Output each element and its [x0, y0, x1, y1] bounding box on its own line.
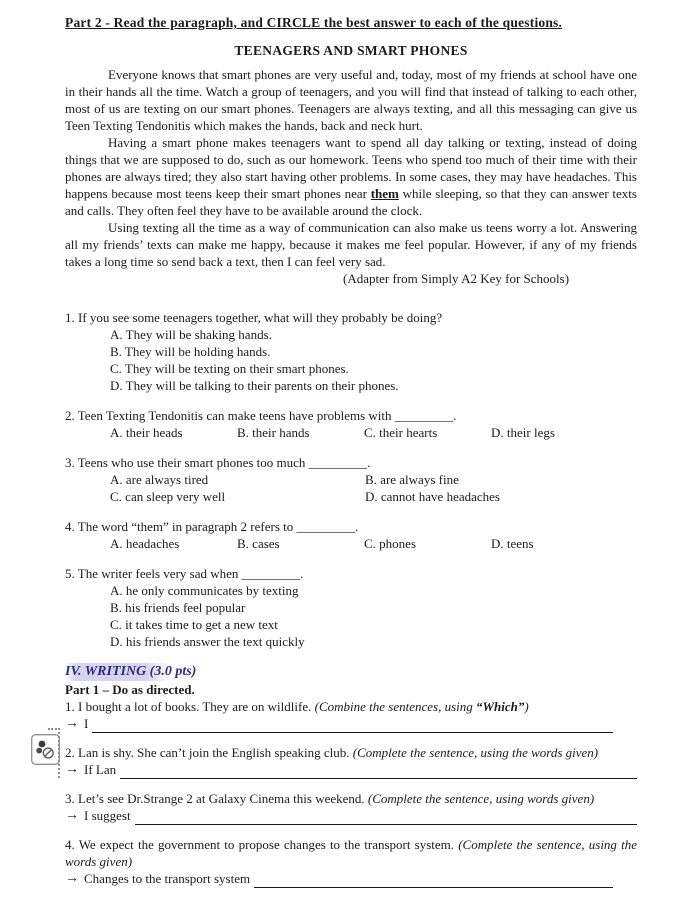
writing-item-4-instruction: (Complete the sentence, using the words given): [65, 837, 637, 869]
question-1-option-c: C. They will be texting on their smart phones.: [110, 361, 349, 376]
question-2-option-a: A. their heads: [110, 425, 183, 440]
answer-prefix: I: [84, 716, 89, 731]
question-3-option-a: A. are always tired: [110, 472, 209, 487]
source-attribution: (Adapter from Simply A2 Key for Schools): [343, 271, 570, 286]
writing-item-2-text: [65, 744, 637, 761]
answer-blank: [135, 809, 637, 825]
question-1-option-d: D. They will be talking to their parents on their phones.: [110, 378, 399, 393]
writing-item-1-instruction: [315, 699, 529, 714]
writing-item-1: [65, 698, 637, 733]
question-5-option-d: D. his friends answer the text quickly: [110, 634, 305, 649]
question-5-option-a: A. he only communicates by texting: [110, 583, 299, 598]
writing-item-2-sentence: 2. Lan is shy. She can’t join the English speaking club.: [65, 745, 353, 760]
question-3-stem: 3. Teens who use their smart phones too much _________.: [65, 455, 371, 470]
arrow-icon: →: [65, 808, 79, 823]
question-3-option-c: C. can sleep very well: [110, 489, 226, 504]
object-selection-dotted-mark-top: [48, 728, 60, 730]
answer-prefix: If Lan: [84, 762, 117, 777]
writing-item-4-sentence: 4. We expect the government to propose changes to the transport system.: [65, 837, 459, 852]
arrow-icon: →: [65, 762, 79, 777]
question-2-options: [110, 424, 637, 441]
question-4-option-d: D. teens: [491, 536, 534, 551]
writing-section: [65, 663, 637, 888]
writing-part1-heading: Part 1 – Do as directed.: [65, 682, 195, 697]
question-1-options: [110, 326, 637, 394]
question-3: [65, 454, 637, 505]
answer-blank: [254, 872, 613, 888]
writing-item-1-text: [65, 698, 637, 715]
question-1-option-a: A. They will be shaking hands.: [110, 327, 272, 342]
question-3-options: [110, 471, 637, 505]
writing-item-2-instruction: (Complete the sentence, using the words given): [352, 745, 599, 760]
instruction-keyword: “Which”: [476, 699, 525, 714]
writing-item-4: [65, 836, 637, 888]
writing-item-3: [65, 790, 637, 825]
object-selection-dotted-mark: [58, 732, 60, 778]
writing-item-3-answer-line: [65, 807, 637, 825]
question-5-option-c: C. it takes time to get a new text: [110, 617, 278, 632]
them-emphasized-word: them: [370, 186, 399, 201]
question-4-option-a: A. headaches: [110, 536, 180, 551]
question-1: [65, 309, 637, 394]
question-2-option-c: C. their hearts: [364, 425, 438, 440]
passage-paragraph-1: [65, 66, 637, 134]
question-4-stem: 4. The word “them” in paragraph 2 refers to _________.: [65, 519, 359, 534]
paragraph-2-text-before: Having a smart phone makes teenagers want to spend all day talking or texting, instead of doing things that we are supposed to do, such as our homework. Teens who spend too much of their time with their phones are always tired; they also start having other problems. In some cases, they may have headaches. This happens because most teens keep their smart phones near: [65, 135, 637, 201]
writing-section-heading: IV. WRITING (3.0 pts): [65, 664, 197, 679]
question-5: [65, 565, 637, 650]
question-2: [65, 407, 637, 441]
question-2-option-d: D. their legs: [491, 425, 555, 440]
question-1-option-b: B. They will be holding hands.: [110, 344, 271, 359]
question-2-stem: 2. Teen Texting Tendonitis can make teens have problems with _________.: [65, 408, 457, 423]
answer-blank: [120, 763, 637, 779]
arrow-icon: →: [65, 716, 79, 731]
instruction-text-end: ): [524, 699, 529, 714]
writing-item-2-answer-line: [65, 761, 637, 779]
paragraph-3-text: Using texting all the time as a way of communication can also make us teens worry a lot. Answering all my friends’ texts can make me happy, because it makes me feel popular. However, if any of my friends takes a long time so send back a text, then I can feel very sad.: [65, 220, 637, 269]
reading-passage-title: TEENAGERS AND SMART PHONES: [234, 43, 468, 58]
question-4-option-c: C. phones: [364, 536, 416, 551]
writing-item-4-text: [65, 836, 637, 870]
writing-item-2: [65, 744, 637, 779]
question-5-stem: 5. The writer feels very sad when _________.: [65, 566, 304, 581]
question-4-options: [110, 535, 637, 552]
writing-item-3-text: [65, 790, 637, 807]
part2-heading: Part 2 - Read the paragraph, and CIRCLE the best answer to each of the questions.: [65, 15, 563, 30]
question-4: [65, 518, 637, 552]
writing-item-1-answer-line: [65, 715, 637, 733]
question-2-option-b: B. their hands: [237, 425, 310, 440]
question-1-stem: 1. If you see some teenagers together, what will they probably be doing?: [65, 310, 443, 325]
writing-item-1-sentence: 1. I bought a lot of books. They are on wildlife.: [65, 699, 315, 714]
question-5-option-b: B. his friends feel popular: [110, 600, 246, 615]
answer-prefix: Changes to the transport system: [84, 871, 251, 886]
answer-prefix: I suggest: [84, 808, 131, 823]
paragraph-1-text: Everyone knows that smart phones are very useful and, today, most of my friends at school have one in their hands all the time. Watch a group of teenagers, and you will find that instead of talking to each other, most of us are texting on our smart phones. Teenagers are always texting, and all this messaging can give us Teen Texting Tendonitis which makes the hands, back and neck hurt.: [65, 67, 637, 133]
writing-item-3-sentence: 3. Let’s see Dr.Strange 2 at Galaxy Cinema this weekend.: [65, 791, 368, 806]
arrow-icon: →: [65, 871, 79, 886]
writing-item-4-answer-line: [65, 870, 637, 888]
passage-paragraph-3: [65, 219, 637, 270]
question-3-option-b: B. are always fine: [365, 472, 459, 487]
writing-item-3-instruction: (Complete the sentence, using words given): [367, 791, 595, 806]
question-3-option-d: D. cannot have headaches: [365, 489, 500, 504]
question-4-option-b: B. cases: [237, 536, 280, 551]
question-5-options: [110, 582, 637, 650]
broken-image-object-icon: [31, 734, 60, 765]
passage-paragraph-2: [65, 134, 637, 219]
answer-blank: [92, 717, 613, 733]
instruction-text: (Combine the sentences, using: [314, 699, 476, 714]
paragraph-2-text-after: while sleeping, so that they can answer texts and calls. They often feel they have to be available around the clock.: [65, 186, 637, 218]
